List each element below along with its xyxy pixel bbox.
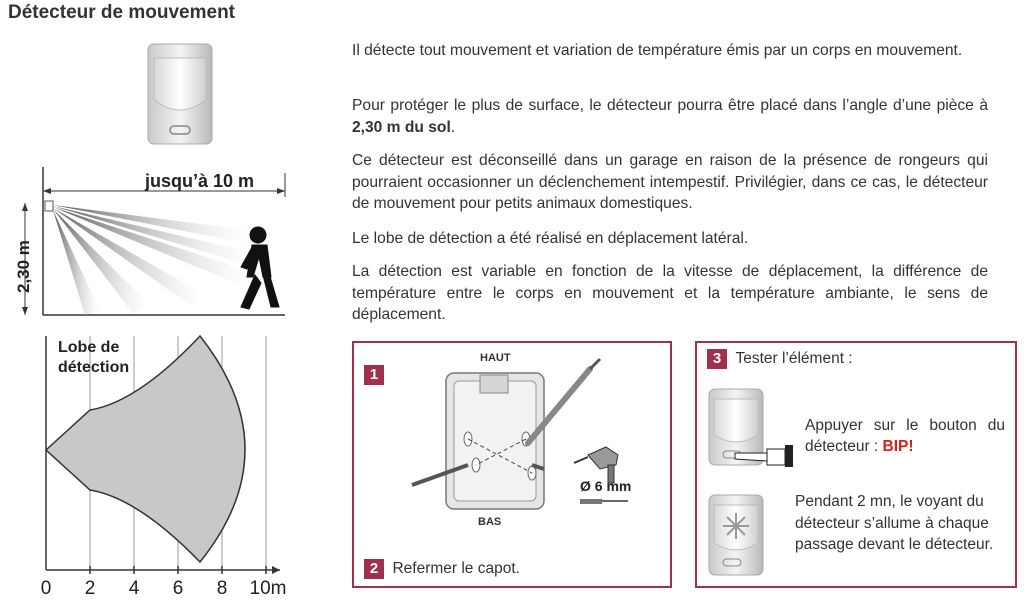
- mounting-instructions-box: [352, 341, 672, 588]
- test-instructions-box: [695, 341, 1017, 588]
- top-label: HAUT: [480, 352, 511, 364]
- paragraph-3: Ce détecteur est déconseillé dans un garage en raison de la présence de rongeurs qui pourraient occasionner un déclenchement intempestif. Privilégier, dans ce cas, le détecteur de mouvement pour petits animaux domestiques.: [352, 152, 988, 212]
- step-3: [707, 349, 853, 369]
- step-2: [364, 559, 520, 579]
- tick-label: 4: [128, 578, 140, 599]
- lobe-title-line1: Lobe de: [58, 339, 120, 356]
- bottom-label: BAS: [478, 516, 502, 528]
- screwdriver-icon: [580, 499, 628, 504]
- tick-label: 6: [172, 578, 184, 599]
- range-diagram: [5, 165, 295, 320]
- page-title: Détecteur de mouvement: [8, 2, 236, 23]
- detection-beams: [53, 205, 255, 315]
- motion-detector-icon: [140, 40, 220, 150]
- height-label: 2,30 m: [14, 240, 33, 293]
- distance-label: jusqu’à 10 m: [145, 171, 255, 191]
- sensor-mark: [45, 201, 53, 211]
- step-3-text: Tester l’élément :: [735, 350, 853, 367]
- lobe-diagram: [28, 332, 296, 604]
- paragraph-2: Pour protéger le plus de surface, le détecteur pourra être placé dans l’angle d’une pièce à 2,30 m du sol.: [352, 97, 988, 136]
- paragraph-1: Il détecte tout mouvement et variation de température émis par un corps en mouvement.: [352, 42, 963, 59]
- mounting-diagram: [404, 347, 654, 533]
- paragraph-5: La détection est variable en fonction de la vitesse de déplacement, la différence de température entre le corps en mouvement et la température ambiante, le sens de déplacement.: [352, 263, 988, 323]
- drill-size-label: Ø 6 mm: [580, 478, 632, 494]
- step-2-text: Refermer le capot.: [392, 560, 520, 577]
- height-emphasis: 2,30 m du sol: [352, 118, 451, 136]
- step-2-badge: 2: [364, 559, 384, 579]
- tick-label: 8: [216, 578, 228, 599]
- tick-label: 10m: [249, 578, 287, 599]
- detector-press-icon: [705, 387, 797, 467]
- step-3-badge: 3: [707, 349, 727, 369]
- step-1-badge: 1: [364, 365, 384, 385]
- press-instruction: Appuyer sur le bouton du détecteur : BIP!: [805, 417, 1005, 455]
- detector-led-icon: [705, 493, 775, 578]
- paragraph-4: Le lobe de détection a été réalisé en déplacement latéral.: [352, 230, 749, 247]
- bip-label: BIP!: [882, 438, 914, 455]
- tick-label: 0: [40, 578, 52, 599]
- led-instruction: Pendant 2 mn, le voyant du détecteur s’allume à chaque passage devant le détecteur.: [795, 493, 994, 553]
- lobe-title-line2: détection: [58, 359, 130, 376]
- tick-label: 2: [84, 578, 96, 599]
